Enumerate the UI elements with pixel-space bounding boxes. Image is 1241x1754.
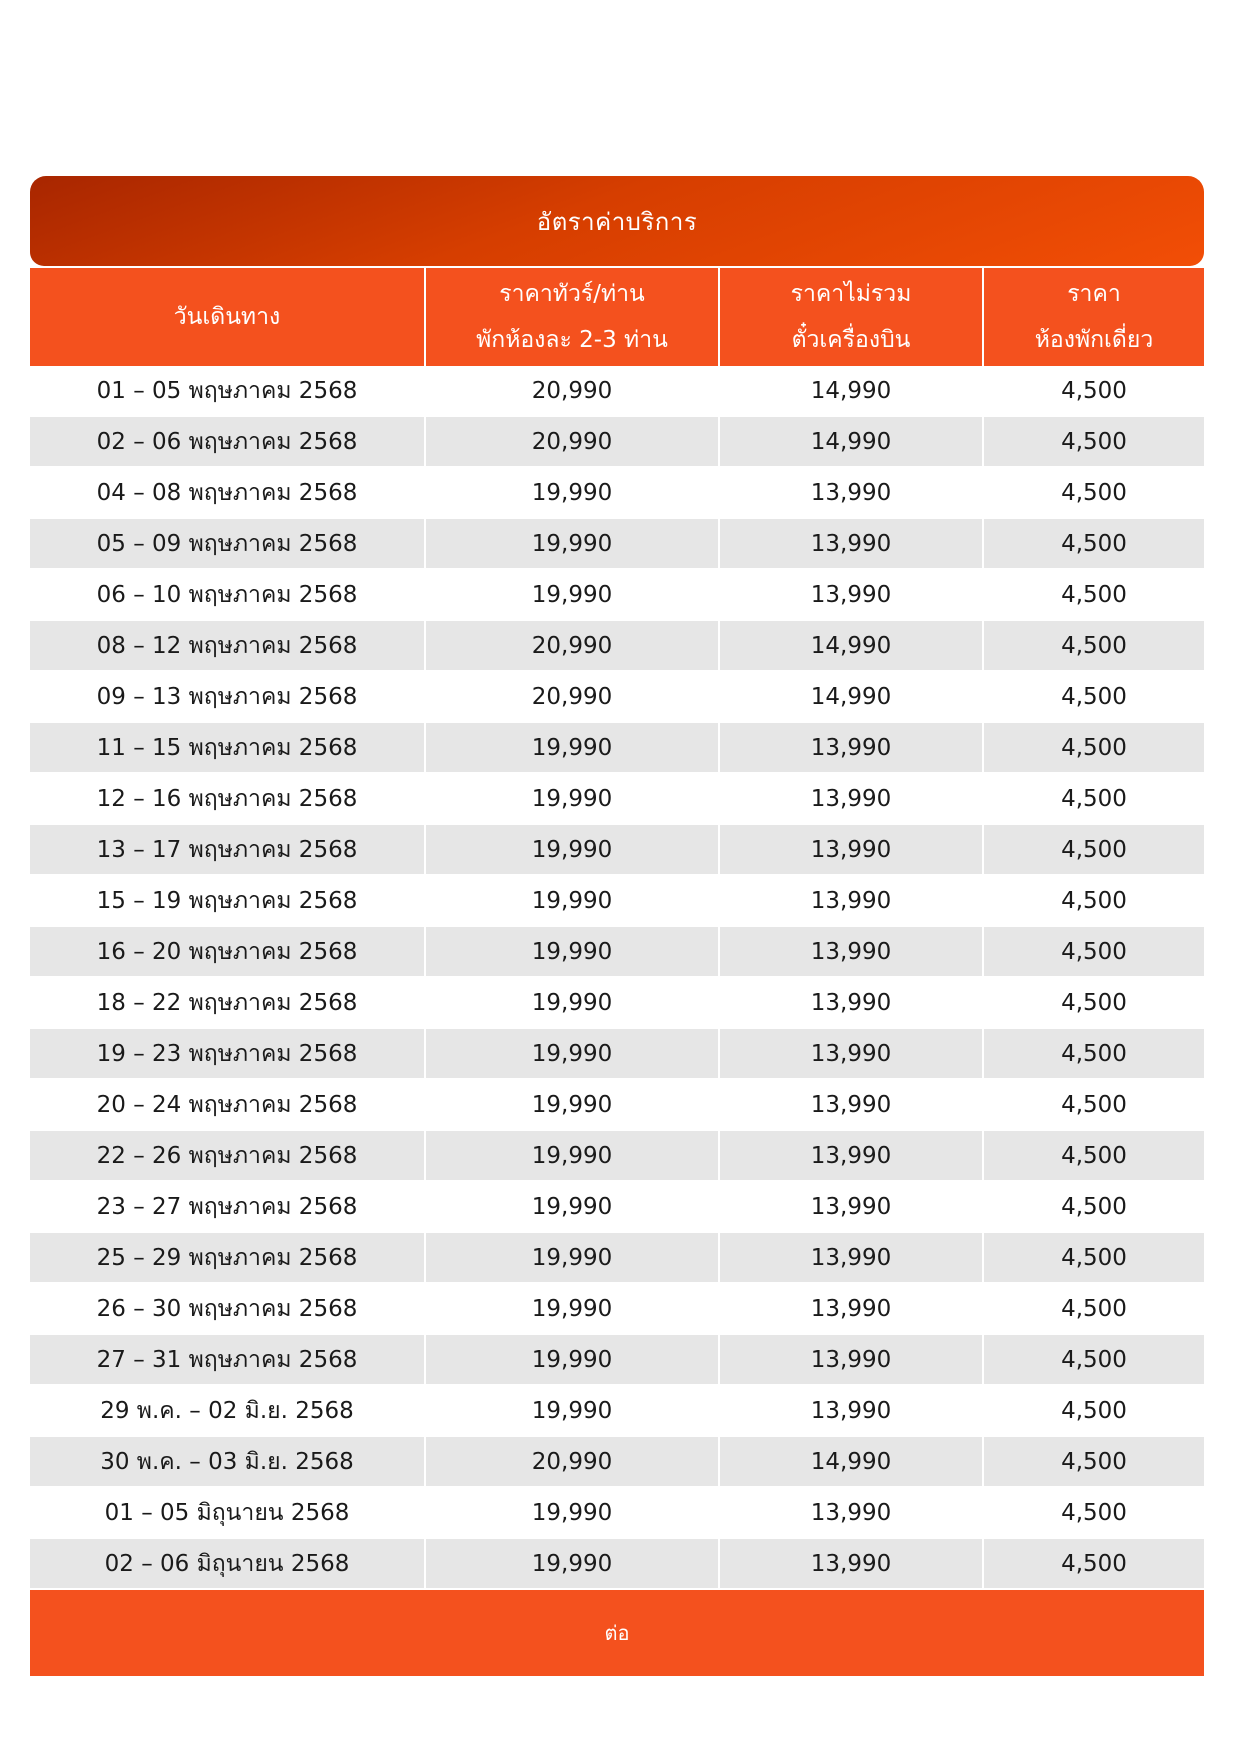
single-room-cell: 4,500 (984, 1182, 1204, 1233)
table-row (30, 1233, 1204, 1284)
travel-date-cell: 23 – 27 พฤษภาคม 2568 (30, 1182, 426, 1233)
single-room-cell: 4,500 (984, 621, 1204, 672)
no-flight-price-cell: 14,990 (720, 417, 984, 468)
table-row (30, 1029, 1204, 1080)
travel-date-cell: 19 – 23 พฤษภาคม 2568 (30, 1029, 426, 1080)
tour-price-cell: 19,990 (426, 876, 720, 927)
no-flight-price-cell: 13,990 (720, 876, 984, 927)
single-room-cell: 4,500 (984, 1335, 1204, 1386)
table-row (30, 1080, 1204, 1131)
continued-footer (30, 1590, 1204, 1676)
header-price-without-flight-line-2: ตั๋วเครื่องบิน (791, 327, 911, 353)
no-flight-price-cell: 13,990 (720, 774, 984, 825)
price-table-title (30, 176, 1204, 266)
single-room-cell: 4,500 (984, 366, 1204, 417)
table-row (30, 672, 1204, 723)
header-travel-date (30, 268, 426, 366)
no-flight-price-cell: 13,990 (720, 1488, 984, 1539)
tour-price-cell: 20,990 (426, 1437, 720, 1488)
single-room-cell: 4,500 (984, 774, 1204, 825)
no-flight-price-cell: 13,990 (720, 1335, 984, 1386)
travel-date-cell: 15 – 19 พฤษภาคม 2568 (30, 876, 426, 927)
tour-price-cell: 19,990 (426, 1386, 720, 1437)
single-room-cell: 4,500 (984, 672, 1204, 723)
single-room-cell: 4,500 (984, 1437, 1204, 1488)
header-single-room-price-line-1: ราคา (1067, 281, 1121, 307)
table-row (30, 1488, 1204, 1539)
table-row (30, 825, 1204, 876)
tour-price-cell: 19,990 (426, 1284, 720, 1335)
header-single-room-price (984, 268, 1204, 366)
no-flight-price-cell: 13,990 (720, 723, 984, 774)
tour-price-cell: 20,990 (426, 672, 720, 723)
tour-price-cell: 19,990 (426, 723, 720, 774)
single-room-cell: 4,500 (984, 978, 1204, 1029)
no-flight-price-cell: 13,990 (720, 1131, 984, 1182)
tour-price-cell: 19,990 (426, 927, 720, 978)
single-room-cell: 4,500 (984, 876, 1204, 927)
no-flight-price-cell: 13,990 (720, 1182, 984, 1233)
table-row (30, 1437, 1204, 1488)
tour-price-cell: 19,990 (426, 1233, 720, 1284)
table-row (30, 1284, 1204, 1335)
tour-price-cell: 19,990 (426, 1335, 720, 1386)
single-room-cell: 4,500 (984, 1029, 1204, 1080)
travel-date-cell: 26 – 30 พฤษภาคม 2568 (30, 1284, 426, 1335)
table-row (30, 1335, 1204, 1386)
tour-price-cell: 20,990 (426, 417, 720, 468)
tour-price-cell: 19,990 (426, 825, 720, 876)
header-row (30, 268, 1204, 366)
table-row (30, 876, 1204, 927)
tour-price-cell: 19,990 (426, 1182, 720, 1233)
single-room-cell: 4,500 (984, 1488, 1204, 1539)
single-room-cell: 4,500 (984, 1284, 1204, 1335)
single-room-cell: 4,500 (984, 1131, 1204, 1182)
tour-price-cell: 20,990 (426, 366, 720, 417)
single-room-cell: 4,500 (984, 1233, 1204, 1284)
travel-date-cell: 06 – 10 พฤษภาคม 2568 (30, 570, 426, 621)
price-table-head (30, 268, 1204, 366)
travel-date-cell: 01 – 05 มิถุนายน 2568 (30, 1488, 426, 1539)
single-room-cell: 4,500 (984, 468, 1204, 519)
header-tour-price (426, 268, 720, 366)
tour-price-cell: 20,990 (426, 621, 720, 672)
travel-date-cell: 08 – 12 พฤษภาคม 2568 (30, 621, 426, 672)
tour-price-cell: 19,990 (426, 1539, 720, 1590)
header-price-without-flight (720, 268, 984, 366)
no-flight-price-cell: 13,990 (720, 519, 984, 570)
travel-date-cell: 27 – 31 พฤษภาคม 2568 (30, 1335, 426, 1386)
no-flight-price-cell: 13,990 (720, 978, 984, 1029)
table-row (30, 723, 1204, 774)
no-flight-price-cell: 13,990 (720, 825, 984, 876)
tour-price-cell: 19,990 (426, 1029, 720, 1080)
single-room-cell: 4,500 (984, 723, 1204, 774)
no-flight-price-cell: 13,990 (720, 1233, 984, 1284)
header-travel-date-line-1: วันเดินทาง (173, 304, 281, 330)
table-row (30, 366, 1204, 417)
price-sheet (30, 176, 1204, 1676)
single-room-cell: 4,500 (984, 1386, 1204, 1437)
travel-date-cell: 25 – 29 พฤษภาคม 2568 (30, 1233, 426, 1284)
table-row (30, 417, 1204, 468)
tour-price-cell: 19,990 (426, 468, 720, 519)
travel-date-cell: 01 – 05 พฤษภาคม 2568 (30, 366, 426, 417)
table-row (30, 1386, 1204, 1437)
table-row (30, 519, 1204, 570)
travel-date-cell: 29 พ.ค. – 02 มิ.ย. 2568 (30, 1386, 426, 1437)
table-row (30, 1182, 1204, 1233)
travel-date-cell: 16 – 20 พฤษภาคม 2568 (30, 927, 426, 978)
travel-date-cell: 05 – 09 พฤษภาคม 2568 (30, 519, 426, 570)
travel-date-cell: 04 – 08 พฤษภาคม 2568 (30, 468, 426, 519)
header-single-room-price-line-2: ห้องพักเดี่ยว (1034, 327, 1154, 353)
single-room-cell: 4,500 (984, 570, 1204, 621)
tour-price-cell: 19,990 (426, 519, 720, 570)
travel-date-cell: 02 – 06 พฤษภาคม 2568 (30, 417, 426, 468)
no-flight-price-cell: 13,990 (720, 468, 984, 519)
travel-date-cell: 30 พ.ค. – 03 มิ.ย. 2568 (30, 1437, 426, 1488)
travel-date-cell: 22 – 26 พฤษภาคม 2568 (30, 1131, 426, 1182)
header-tour-price-line-2: พักห้องละ 2-3 ท่าน (476, 327, 668, 353)
table-row (30, 570, 1204, 621)
table-row (30, 1539, 1204, 1590)
single-room-cell: 4,500 (984, 825, 1204, 876)
tour-price-cell: 19,990 (426, 774, 720, 825)
tour-price-cell: 19,990 (426, 1488, 720, 1539)
continued-label: ต่อ (604, 1621, 630, 1645)
no-flight-price-cell: 14,990 (720, 672, 984, 723)
table-row (30, 978, 1204, 1029)
travel-date-cell: 09 – 13 พฤษภาคม 2568 (30, 672, 426, 723)
tour-price-cell: 19,990 (426, 1131, 720, 1182)
travel-date-cell: 12 – 16 พฤษภาคม 2568 (30, 774, 426, 825)
no-flight-price-cell: 14,990 (720, 621, 984, 672)
price-table (30, 268, 1204, 1590)
header-tour-price-line-1: ราคาทัวร์/ท่าน (499, 281, 645, 307)
header-price-without-flight-line-1: ราคาไม่รวม (790, 281, 912, 307)
no-flight-price-cell: 13,990 (720, 927, 984, 978)
table-row (30, 621, 1204, 672)
no-flight-price-cell: 13,990 (720, 1029, 984, 1080)
no-flight-price-cell: 14,990 (720, 1437, 984, 1488)
travel-date-cell: 13 – 17 พฤษภาคม 2568 (30, 825, 426, 876)
single-room-cell: 4,500 (984, 1080, 1204, 1131)
no-flight-price-cell: 13,990 (720, 1386, 984, 1437)
tour-price-cell: 19,990 (426, 1080, 720, 1131)
table-row (30, 927, 1204, 978)
no-flight-price-cell: 13,990 (720, 1284, 984, 1335)
travel-date-cell: 20 – 24 พฤษภาคม 2568 (30, 1080, 426, 1131)
tour-price-cell: 19,990 (426, 978, 720, 1029)
travel-date-cell: 02 – 06 มิถุนายน 2568 (30, 1539, 426, 1590)
title-text: อัตราค่าบริการ (536, 207, 698, 236)
tour-price-cell: 19,990 (426, 570, 720, 621)
travel-date-cell: 11 – 15 พฤษภาคม 2568 (30, 723, 426, 774)
table-row (30, 1131, 1204, 1182)
single-room-cell: 4,500 (984, 1539, 1204, 1590)
no-flight-price-cell: 13,990 (720, 570, 984, 621)
single-room-cell: 4,500 (984, 519, 1204, 570)
travel-date-cell: 18 – 22 พฤษภาคม 2568 (30, 978, 426, 1029)
price-table-body (30, 366, 1204, 1590)
no-flight-price-cell: 13,990 (720, 1539, 984, 1590)
no-flight-price-cell: 14,990 (720, 366, 984, 417)
no-flight-price-cell: 13,990 (720, 1080, 984, 1131)
table-row (30, 468, 1204, 519)
single-room-cell: 4,500 (984, 927, 1204, 978)
single-room-cell: 4,500 (984, 417, 1204, 468)
table-row (30, 774, 1204, 825)
